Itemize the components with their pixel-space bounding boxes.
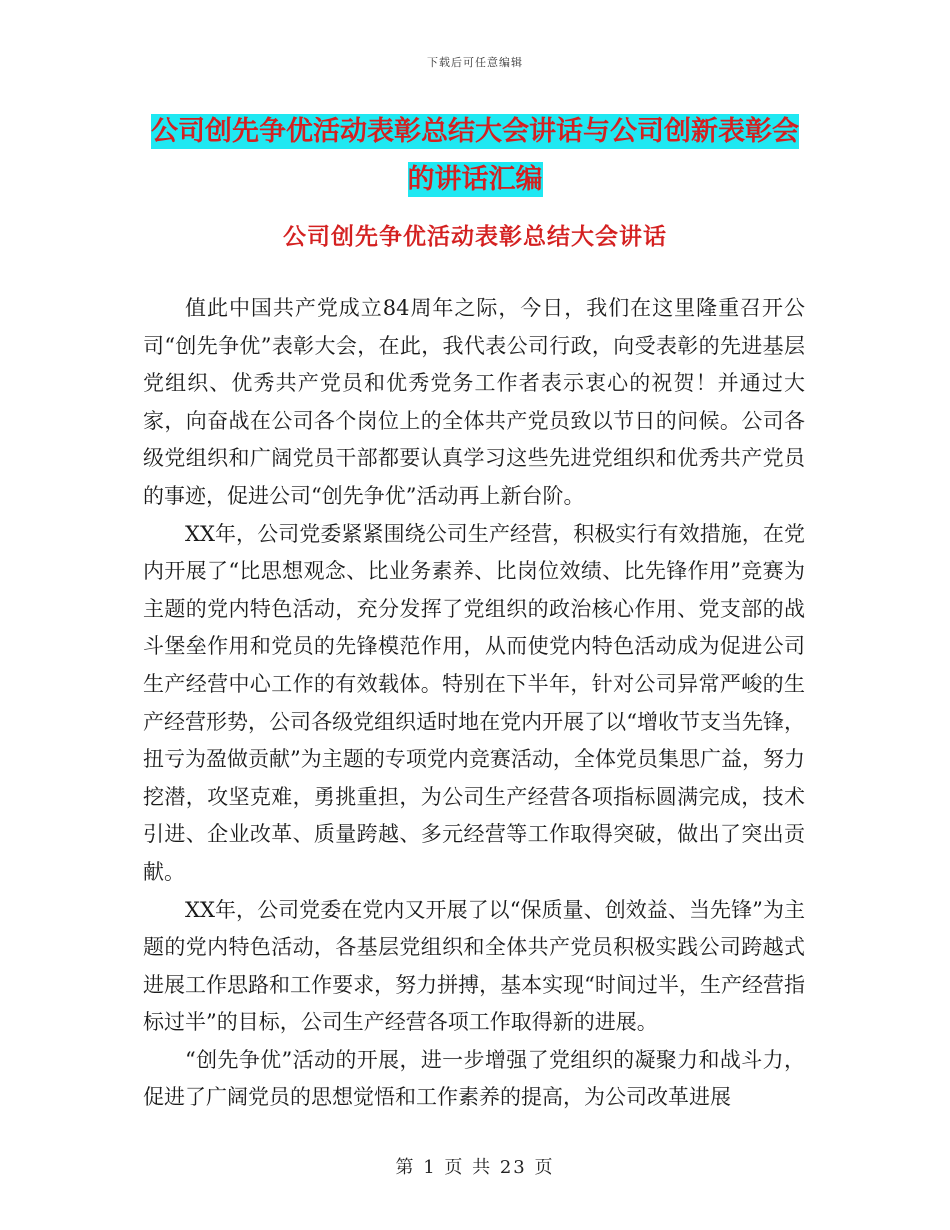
header-note: 下载后可任意编辑: [427, 56, 523, 69]
paragraph: XX年，公司党委紧紧围绕公司生产经营，积极实行有效措施，在党内开展了“比思想观念、比业务素养、比岗位效绩、比先锋作用”竞赛为主题的党内特色活动，充分发挥了党组织的政治核心作用、党支部的战斗堡垒作用和党员的先锋模范作用，从而使党内特色活动成为促进公司生产经营中心工作的有效载体。特别在下半年，针对公司异常严峻的生产经营形势，公司各级党组织适时地在党内开展了以“增收节支当先锋，扭亏为盈做贡献”为主题的专项党内竞赛活动，全体党员集思广益，努力挖潜，攻坚克难，勇挑重担，为公司生产经营各项指标圆满完成，技术引进、企业改革、质量跨越、多元经营等工作取得突破，做出了突出贡献。: [143, 521, 805, 884]
paragraph: “创先争优”活动的开展，进一步增强了党组织的凝聚力和战斗力，促进了广阔党员的思想觉悟和工作素养的提高，为公司改革进展: [143, 1047, 805, 1110]
paragraph: XX年，公司党委在党内又开展了以“保质量、创效益、当先锋”为主题的党内特色活动，各基层党组织和全体共产党员积极实践公司跨越式进展工作思路和工作要求，努力拼搏，基本实现“时间过半，生产经营指标过半”的目标，公司生产经营各项工作取得新的进展。: [143, 897, 805, 1035]
section-title: 公司创先争优活动表彰总结大会讲话: [283, 223, 667, 250]
paragraph: 值此中国共产党成立84周年之际，今日，我们在这里隆重召开公司“创先争优”表彰大会，在此，我代表公司行政，向受表彰的先进基层党组织、优秀共产党员和优秀党务工作者表示衷心的祝贺！并通过大家，向奋战在公司各个岗位上的全体共产党员致以节日的问候。公司各级党组织和广阔党员干部都要认真学习这些先进党组织和优秀共产党员的事迹，促进公司“创先争优”活动再上新台阶。: [143, 296, 805, 508]
body-text: [143, 290, 805, 1117]
document-title-text: 公司创先争优活动表彰总结大会讲话与公司创新表彰会的讲话汇编: [151, 116, 799, 195]
page-footer: 第 1 页 共 23 页: [395, 1157, 555, 1178]
document-title: [150, 108, 800, 204]
